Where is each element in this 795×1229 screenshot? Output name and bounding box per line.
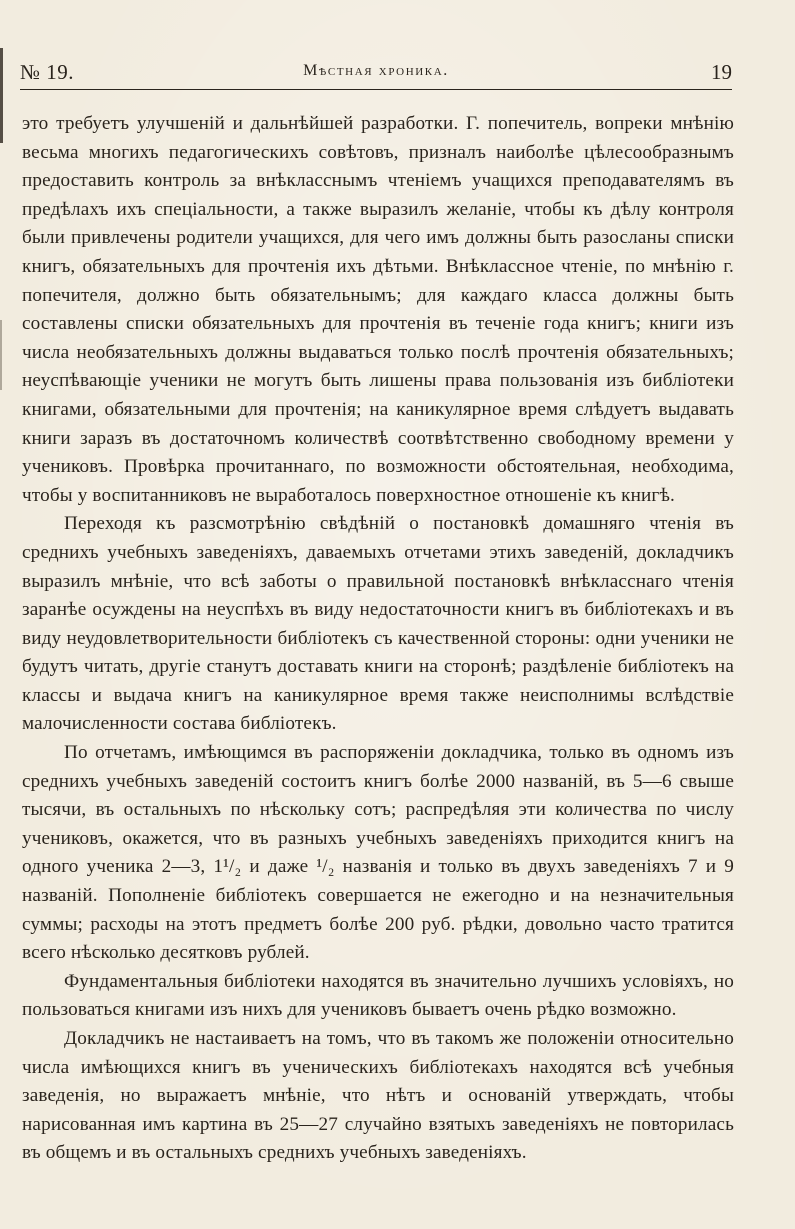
issue-number: № 19.: [20, 60, 75, 84]
header-rule: [20, 89, 732, 90]
binding-edge-mark: [0, 320, 2, 390]
running-header: [20, 58, 732, 88]
article-body: [22, 110, 734, 1168]
paragraph-2: Переходя къ разсмотрѣнію свѣдѣній о постановкѣ домашняго чтенія въ среднихъ учебныхъ заведеніяхъ, даваемыхъ отчетами этихъ заведеній, докладчикъ выразилъ мнѣніе, что всѣ заботы о правильной постановкѣ внѣкласснаго чтенія заранѣе осуждены на неуспѣхъ въ виду недостаточности книгъ въ библіотекахъ и въ виду неудовлетворительности библіотекъ съ качественной стороны: одни ученики не будутъ читать, другіе станутъ доставать книги на сторонѣ; раздѣленіе библіотекъ на классы и выдача книгъ на каникулярное время также неисполнимы вслѣдствіе малочисленности состава библіотекъ.: [22, 513, 734, 735]
binding-edge-mark: [0, 48, 3, 143]
section-title: Мѣстная хроника.: [303, 62, 449, 79]
paragraph-4: Фундаментальныя библіотеки находятся въ значительно лучшихъ условіяхъ, но пользоваться книгами изъ нихъ для учениковъ бываетъ очень рѣдко возможно.: [22, 970, 734, 1021]
page-number: 19: [711, 60, 732, 84]
paragraph-5: Докладчикъ не настаиваетъ на томъ, что въ такомъ же положеніи относительно числа имѣющихся книгъ въ ученическихъ библіотекахъ находятся всѣ учебныя заведенія, но выражаетъ мнѣніе, что нѣтъ и основаній утверждать, чтобы нарисованная имъ картина въ 25—27 случайно взятыхъ заведеніяхъ не повторилась въ общемъ и въ остальныхъ среднихъ учебныхъ заведеніяхъ.: [22, 1028, 734, 1164]
paragraph-3: По отчетамъ, имѣющимся въ распоряженіи докладчика, только въ одномъ изъ среднихъ учебныхъ заведеній состоитъ книгъ болѣе 2000 названій, въ 5—6 свыше тысячи, въ остальныхъ по нѣскольку сотъ; распредѣляя эти количества по числу учениковъ, окажется, что въ разныхъ учебныхъ заведеніяхъ приходится книгъ на одного ученика 2—3, 1¹/₂ и даже ¹/₂ названія и только въ двухъ заведеніяхъ 7 и 9 названій. Пополненіе библіотекъ совершается не ежегодно и на незначительныя суммы; расходы на этотъ предметъ болѣе 200 руб. рѣдки, довольно часто тратится всего нѣсколько десятковъ рублей.: [22, 742, 734, 964]
paragraph-1: это требуетъ улучшеній и дальнѣйшей разработки. Г. попечитель, вопреки мнѣнію весьма многихъ педагогическихъ совѣтовъ, призналъ наиболѣе цѣлесообразнымъ предоставить контроль за внѣкласснымъ чтеніемъ учащихся преподавателямъ въ предѣлахъ ихъ спеціальности, а также выразилъ желаніе, чтобы къ дѣлу контроля были привлечены родители учащихся, для чего имъ должны быть разосланы списки книгъ, обязательныхъ для прочтенія ихъ дѣтьми. Внѣклассное чтеніе, по мнѣнію г. попечителя, должно быть обязательнымъ; для каждаго класса должны быть составлены списки обязательныхъ для прочтенія въ теченіе года книгъ; книги изъ числа необязательныхъ должны выдаваться только послѣ прочтенія обязательныхъ; неуспѣвающіе ученики не могутъ быть лишены права пользованія изъ библіотеки книгами, обязательными для прочтенія; на каникулярное время слѣдуетъ выдавать книги заразъ въ достаточномъ количествѣ соотвѣтственно свободному времени у учениковъ. Провѣрка прочитаннаго, по возможности обстоятельная, необходима, чтобы у воспитанниковъ не выработалось поверхностное отношеніе къ книгѣ.: [22, 113, 734, 506]
